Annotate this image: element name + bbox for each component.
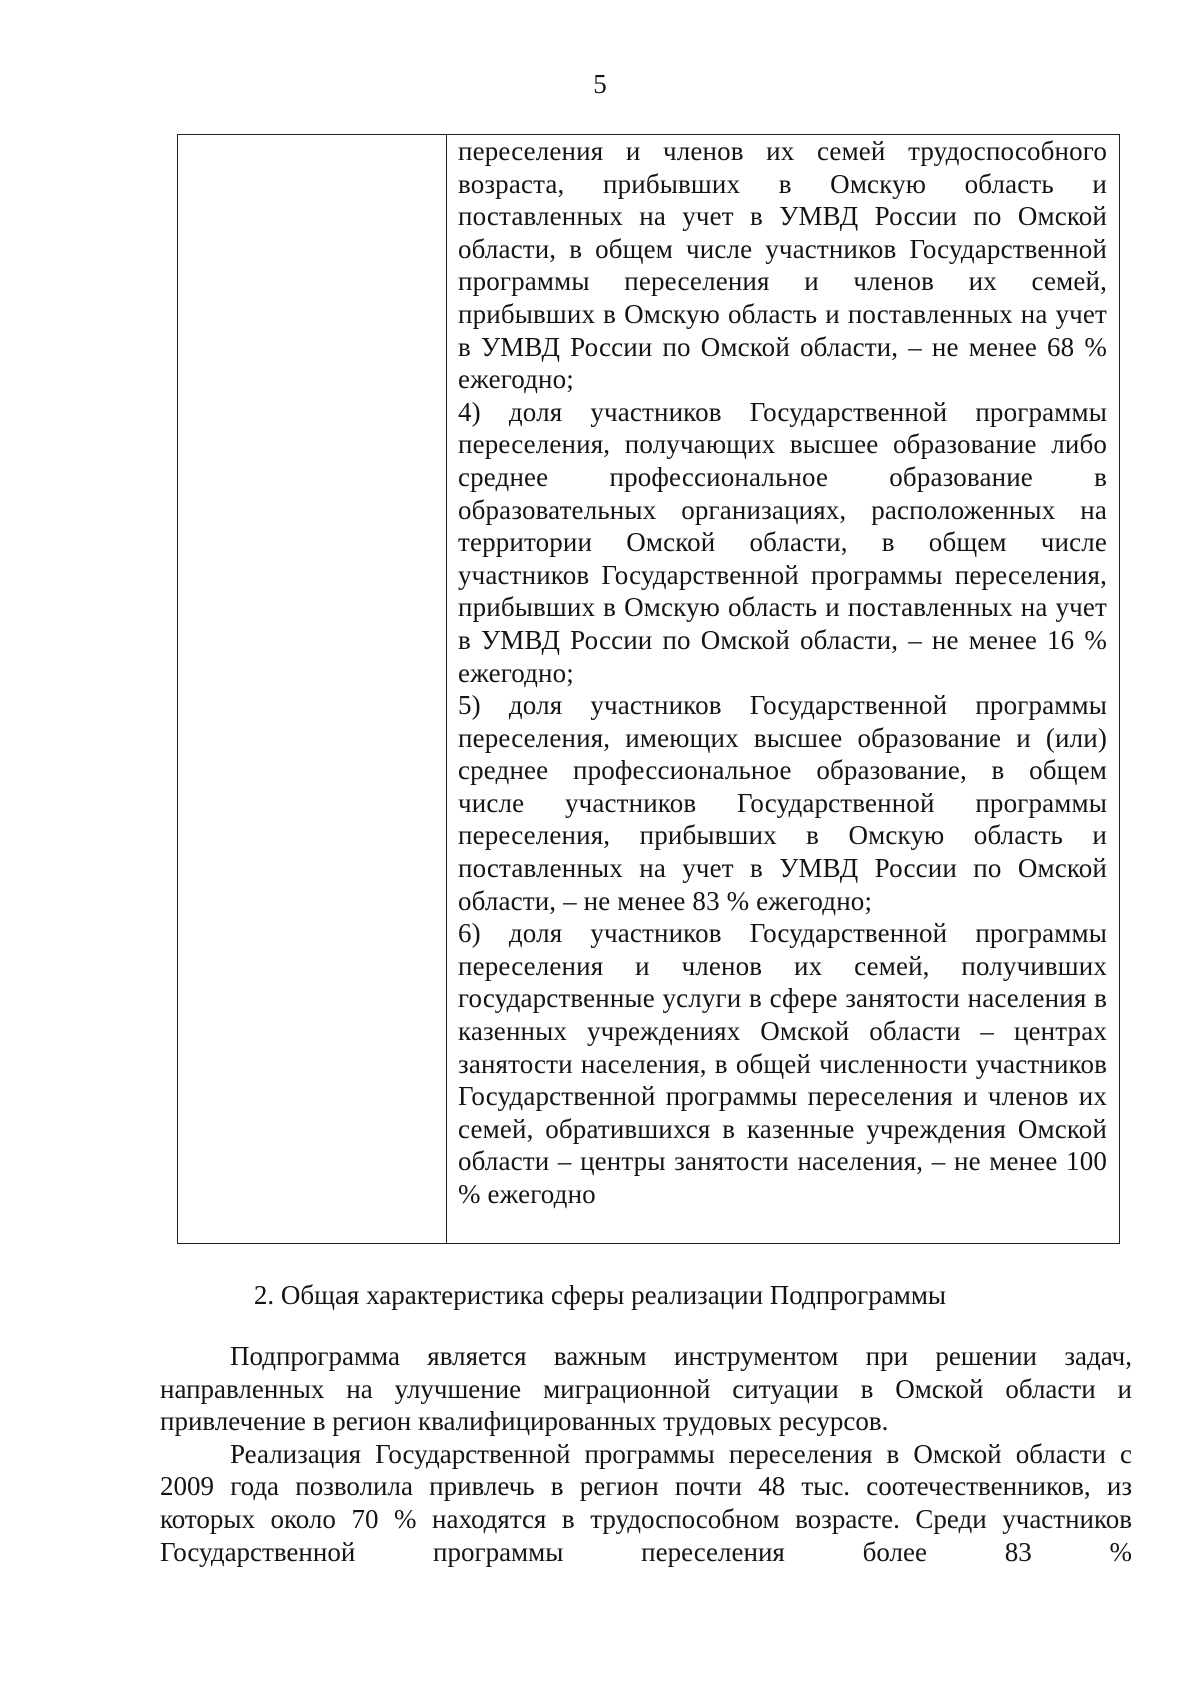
body-paragraph: Подпрограмма является важным инструментом при решении задач, направленных на улучшение миграционной ситуации в Омской области и привлечение в регион квалифицированных трудовых ресурсов. <box>160 1341 1132 1437</box>
table-cell-left <box>178 135 447 1244</box>
table-cell-right <box>447 135 1120 1244</box>
section-heading: 2. Общая характеристика сферы реализации Подпрограммы <box>253 1280 947 1310</box>
section-body <box>160 1340 1132 1568</box>
body-paragraph: Реализация Государственной программы переселения в Омской области с 2009 года позволила привлечь в регион почти 48 тыс. соотечественников, из которых около 70 % находятся в трудоспособном возрасте. Среди участников Государственной программы переселения более 83 % <box>160 1438 1132 1567</box>
indicator-paragraph: переселения и членов их семей трудоспособного возраста, прибывших в Омскую область и поставленных на учет в УМВД России по Омской области, в общем числе участников Государственной программы переселения и членов их семей, прибывших в Омскую область и поставленных на учет в УМВД России по Омской области, – не менее 68 % ежегодно; <box>458 136 1107 395</box>
indicators-list <box>447 135 1119 1211</box>
indicator-paragraph: 5) доля участников Государственной программы переселения, имеющих высшее образование и (или) среднее профессиональное образование, в общем числе участников Государственной программы переселения, прибывших в Омскую область и поставленных на учет в УМВД России по Омской области, – не менее 83 % ежегодно; <box>458 690 1107 916</box>
page-number: 5 <box>593 69 607 99</box>
table-row <box>178 135 1120 1244</box>
indicator-paragraph: 6) доля участников Государственной программы переселения и членов их семей, получивших государственные услуги в сфере занятости населения в казенных учреждениях Омской области – центрах занятости населения, в общей численности участников Государственной программы переселения и членов их семей, обратившихся в казенные учреждения Омской области – центры занятости населения, – не менее 100 % ежегодно <box>458 918 1107 1209</box>
indicator-paragraph: 4) доля участников Государственной программы переселения, получающих высшее образование либо среднее профессиональное образование в образовательных организациях, расположенных на территории Омской области, в общем числе участников Государственной программы переселения, прибывших в Омскую область и поставленных на учет в УМВД России по Омской области, – не менее 16 % ежегодно; <box>458 396 1107 688</box>
goals-table <box>177 134 1120 1244</box>
